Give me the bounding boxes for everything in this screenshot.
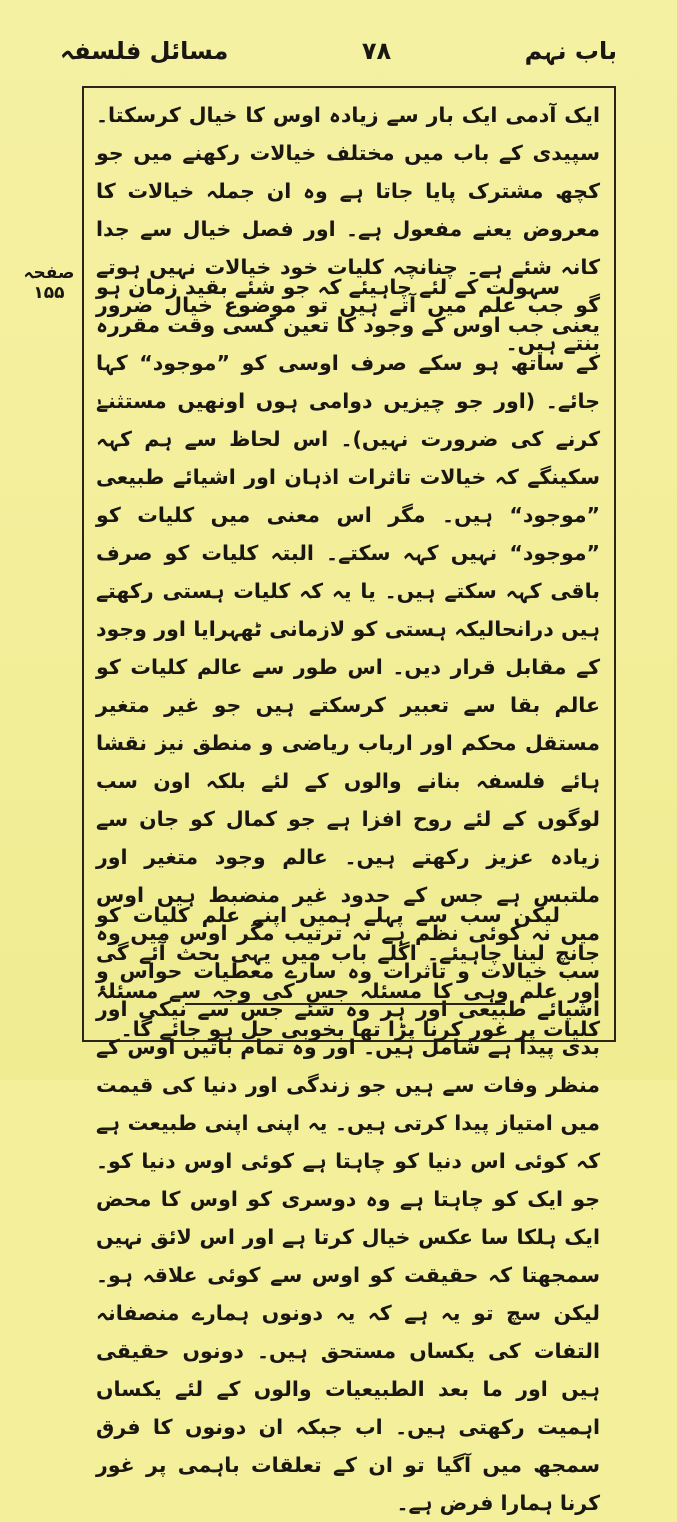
end-of-chapter-rule xyxy=(185,1003,505,1005)
paragraph-2: سہولت کے لئے چاہیئے کہ جو شئے بقید زمان ہو یعنی جب اوس کے وجود کا تعین کسی وقت مقررہ کے ساتھ ہو سکے صرف اوسی کو ”موجود“ کہا جائے۔ (اور جو چیزیں دوامی ہوں اونھیں مستثنےٰ کرنے کی ضرورت نہیں)۔ اس لحاظ سے ہم کہہ سکینگے کہ خیالات تاثرات اذہان اور اشیائے طبیعی ”موجود“ ہیں۔ مگر اس معنی میں کلیات کو ”موجود“ نہیں کہہ سکتے۔ البتہ کلیات کو صرف باقی کہہ سکتے ہیں۔ یا یہ کہ کلیات ہستی رکھتے ہیں درانحالیکہ ہستی کو لازمانی ٹھہرایا اور وجود کے مقابل قرار دیں۔ اس طور سے عالم کلیات کو عالم بقا سے تعبیر کرسکتے ہیں جو غیر متغیر مستقل محکم اور ارباب ریاضی و منطق نیز نقشا ہائے فلسفہ بنانے والوں کے لئے بلکہ اون سب لوگوں کے لئے روح افزا ہے جو کمال کو جان سے زیادہ عزیز رکھتے ہیں۔ عالم وجود متغیر اور ملتبس ہے جس کے حدود غیر منضبط ہیں اوس میں نہ کوئی نظم ہے نہ ترتیب مگر اوس میں وہ سب خیالات و تاثرات وہ سارے معطیات حواس و اشیائے طبیعی اور ہر وہ شئے جس سے نیکی اور بدی پیدا ہے شامل ہیں۔ اور وہ تمام باتیں اوس کے منظر وفات سے ہیں جو زندگی اور دنیا کی قیمت میں امتیاز پیدا کرتی ہیں۔ یہ اپنی اپنی طبیعت ہے کہ کوئی اس دنیا کو چاہتا ہے کوئی اوس دنیا کو۔ جو ایک کو چاہتا ہے وہ دوسری کو اوس کا محض ایک ہلکا سا عکس خیال کرتا ہے اور اس لائق نہیں سمجھتا کہ حقیقت کو اوس سے کوئی علاقہ ہو۔ لیکن سچ تو یہ ہے کہ یہ دونوں ہمارے منصفانہ التفات کی یکساں مستحق ہیں۔ دونوں حقیقی ہیں اور ما بعد الطبیعیات والوں کے لئے یکساں اہمیت رکھتی ہیں۔ اب جبکہ ان دونوں کا فرق سمجھ میں آگیا تو ان کے تعلقات باہمی پر غور کرنا ہمارا فرض ہے۔ xyxy=(96,275,600,1515)
book-title: مسائل فلسفہ xyxy=(60,37,229,65)
paragraph-1: ایک آدمی ایک بار سے زیادہ اوس کا خیال کرسکتا۔ سپیدی کے باب میں مختلف خیالات رکھنے میں جو کچھ مشترک پایا جاتا ہے وہ ان جملہ خیالات کا معروض یعنے مفعول ہے۔ اور فصل خیال سے جدا کانہ شئے ہے۔ چنانچہ کلیات خود خیالات نہیں ہوتے گو جب علم میں آتے ہیں تو موضوع خیال ضرور بنتے ہیں۔ xyxy=(96,103,600,355)
running-header xyxy=(60,28,617,74)
chapter-label: باب نہم xyxy=(524,37,617,65)
margin-page-reference: صفحہ ۱۵۵ xyxy=(23,263,75,303)
page-number: ۷۸ xyxy=(361,37,392,65)
paragraph-3: لیکن سب سے پہلے ہمیں اپنے علم کلیات کو جانچ لینا چاہیئے۔ اگلے باب میں یہی بحث آئے گی اور علم وہی کا مسئلہ جس کی وجہ سے مسئلۂ کلیات پر غور کرنا پڑا تھا بخوبی حل ہو جائے گا۔ xyxy=(96,903,600,1041)
body-text xyxy=(96,96,600,1515)
